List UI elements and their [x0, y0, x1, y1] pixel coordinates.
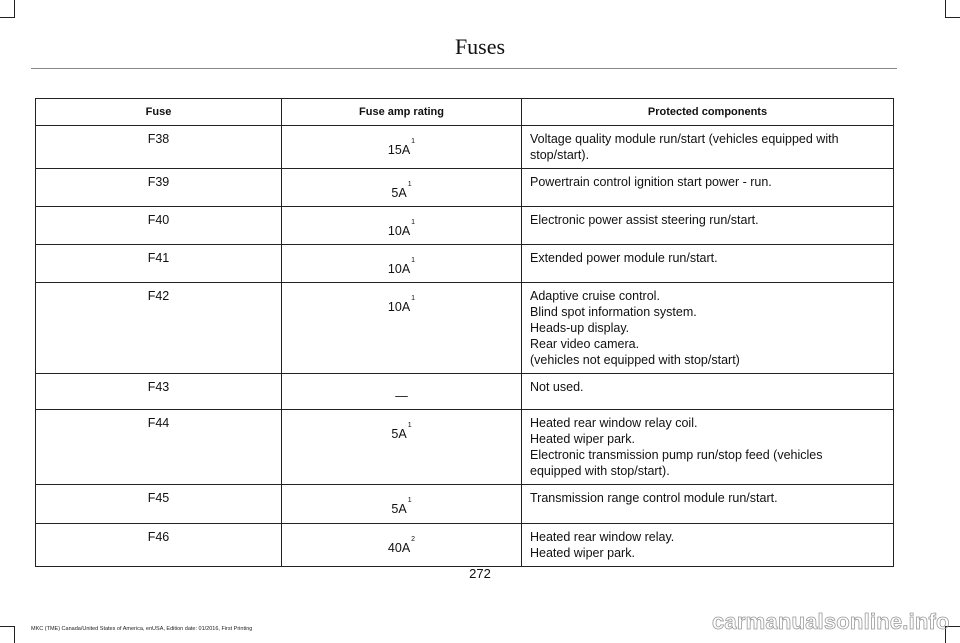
amp-rating — [388, 140, 415, 158]
component-line: Electronic transmission pump run/stop feed (vehicles — [530, 448, 823, 463]
fuse-id: F45 — [36, 485, 282, 523]
component-line: Powertrain control ignition start power - run. — [530, 175, 772, 189]
amp-rating-cell — [282, 485, 522, 523]
component-line: Heated wiper park. — [530, 545, 635, 560]
fuse-id: F41 — [36, 245, 282, 283]
component-line: Transmission range control module run/start. — [530, 491, 778, 506]
amp-rating-cell — [282, 169, 522, 207]
fuse-id: F44 — [36, 410, 282, 485]
amp-value: 5A — [391, 427, 407, 442]
component-line: equipped with stop/start). — [530, 464, 670, 479]
fuse-id: F43 — [36, 374, 282, 410]
component-line: stop/start). — [530, 148, 590, 162]
table-row — [36, 245, 894, 283]
component-line: Electronic power assist steering run/start. — [530, 213, 759, 228]
protected-components — [522, 283, 894, 374]
amp-rating-cell — [282, 283, 522, 374]
crop-mark-top-left-v — [14, 0, 15, 17]
protected-components — [522, 523, 894, 566]
component-line: Not used. — [530, 380, 584, 395]
amp-value: 5A — [391, 186, 407, 201]
component-line: Heated rear window relay coil. — [530, 416, 698, 431]
table-row — [36, 283, 894, 374]
amp-rating-cell — [282, 523, 522, 566]
table-row — [36, 523, 894, 566]
protected-components — [522, 207, 894, 245]
amp-rating — [391, 183, 411, 201]
amp-rating — [388, 221, 415, 239]
footnote-marker: 1 — [411, 295, 416, 303]
component-line: Rear video camera. — [530, 337, 640, 352]
table-row — [36, 126, 894, 169]
component-line: Heated rear window relay. — [530, 529, 675, 544]
header-divider — [31, 68, 897, 69]
crop-mark-bottom-left-h — [0, 626, 15, 627]
amp-rating — [395, 388, 408, 404]
amp-rating-cell — [282, 410, 522, 485]
footnote-marker: 1 — [407, 422, 412, 430]
component-line: Heads-up display. — [530, 321, 630, 336]
amp-rating — [391, 424, 411, 442]
amp-value: 5A — [391, 502, 407, 517]
fuse-id: F40 — [36, 207, 282, 245]
component-line: Heated wiper park. — [530, 432, 635, 447]
protected-components — [522, 169, 894, 207]
table-row — [36, 169, 894, 207]
amp-rating-cell — [282, 207, 522, 245]
fuse-id: F39 — [36, 169, 282, 207]
amp-value: 40A — [387, 540, 411, 555]
amp-rating-cell — [282, 245, 522, 283]
footnote-marker: 1 — [407, 181, 412, 188]
amp-rating-cell — [282, 374, 522, 410]
amp-rating — [387, 535, 416, 556]
protected-components — [522, 126, 894, 169]
protected-components — [522, 410, 894, 485]
footnote-marker: 1 — [407, 497, 412, 505]
table-row — [36, 374, 894, 410]
amp-value: 10A — [387, 224, 411, 239]
component-line: (vehicles not equipped with stop/start) — [530, 353, 740, 368]
column-header-protected-components: Protected components — [522, 99, 894, 126]
amp-value: 10A — [387, 262, 411, 277]
table-row — [36, 410, 894, 485]
amp-rating-cell — [282, 126, 522, 169]
amp-rating — [388, 297, 415, 315]
footnote-marker: 1 — [411, 219, 416, 227]
amp-value: 15A — [387, 143, 411, 158]
fuse-id: F46 — [36, 523, 282, 566]
component-line: Voltage quality module run/start (vehicles equipped with — [530, 132, 839, 146]
table-header-row — [36, 99, 894, 126]
column-header-fuse: Fuse — [36, 99, 282, 126]
crop-mark-top-right-v — [945, 0, 946, 17]
table-row — [36, 207, 894, 245]
protected-components — [522, 485, 894, 523]
footnote-marker: 1 — [411, 257, 416, 265]
amp-rating — [391, 499, 411, 517]
crop-mark-top-right-h — [945, 17, 960, 18]
component-line: Adaptive cruise control. — [530, 289, 660, 304]
crop-mark-top-left-h — [0, 17, 15, 18]
edition-footer: MKC (TME) Canada/United States of America, enUSA, Edition date: 01/2016, First Printing — [31, 626, 253, 632]
protected-components — [522, 245, 894, 283]
column-header-amp-rating: Fuse amp rating — [282, 99, 522, 126]
page-title: Fuses — [454, 34, 506, 59]
amp-value: 10A — [387, 300, 411, 315]
amp-value: — — [395, 389, 408, 404]
amp-rating — [388, 259, 415, 277]
table-row — [36, 485, 894, 523]
fuse-id: F38 — [36, 126, 282, 169]
fuse-table — [35, 98, 894, 567]
page-number: 272 — [469, 566, 491, 581]
protected-components — [522, 374, 894, 410]
watermark-logo: carmanualsonline.info — [712, 609, 950, 634]
component-line: Extended power module run/start. — [530, 251, 718, 266]
footnote-marker: 1 — [411, 138, 416, 145]
fuse-id: F42 — [36, 283, 282, 374]
crop-mark-bottom-left-v — [14, 626, 15, 643]
component-line: Blind spot information system. — [530, 305, 697, 320]
footnote-marker: 2 — [411, 535, 416, 543]
